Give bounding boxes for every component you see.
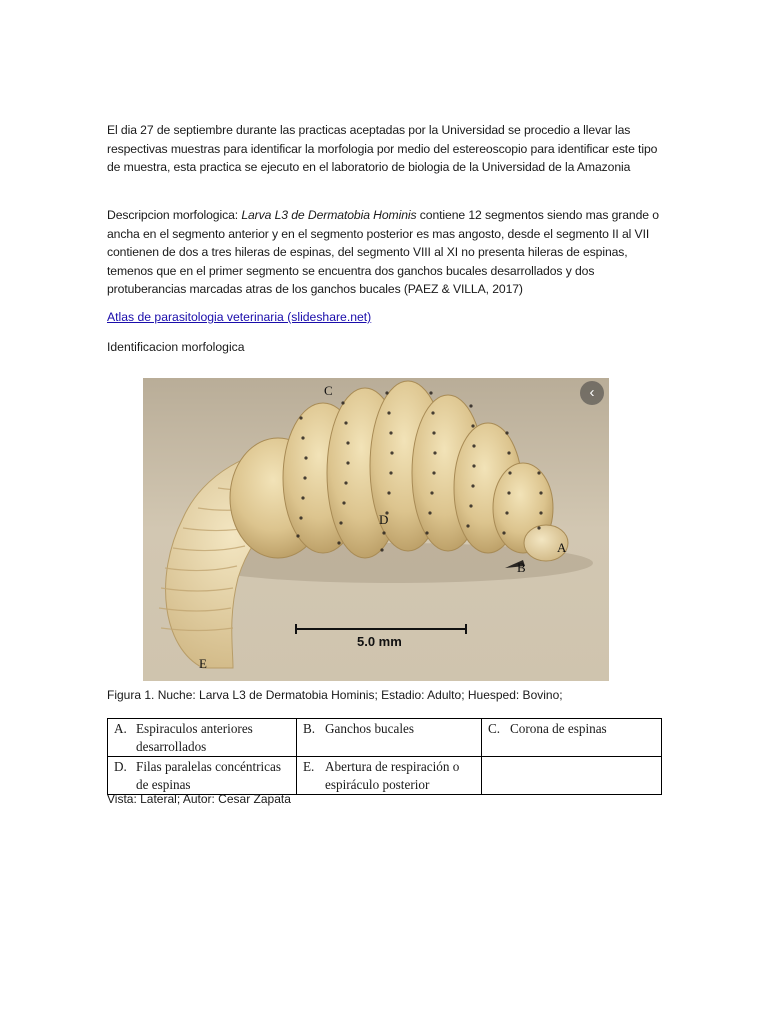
- legend-cell: [108, 757, 297, 795]
- label-e: E: [199, 656, 207, 671]
- legend-letter: C.: [488, 721, 501, 736]
- intro-paragraph: El dia 27 de septiembre durante las practicas aceptadas por la Universidad se procedio a llevar las respectivas muestras para identificar la morfologia por medio del estereoscopio para identificar este tipo de muestra, esta practica se ejecuto en el laboratorio de biologia de la Universidad de la Amazonia: [107, 123, 658, 175]
- description-paragraph: [107, 206, 667, 299]
- legend-text: Espiraculos anteriores desarrollados: [136, 721, 253, 754]
- label-a: A: [557, 540, 567, 555]
- table-row: [108, 719, 662, 757]
- label-d: D: [379, 512, 389, 527]
- legend-text: Abertura de respiración o espiráculo posterior: [325, 759, 460, 792]
- larva-illustration: [143, 378, 609, 681]
- table-row: [108, 757, 662, 795]
- legend-letter: A.: [114, 721, 127, 736]
- legend-cell: [108, 719, 297, 757]
- larva-figure: [143, 378, 609, 681]
- legend-cell: [297, 719, 482, 757]
- label-c: C: [324, 383, 333, 398]
- description-body: contiene 12 segmentos siendo mas grande o ancha en el segmento anterior y en el segmento posterior es mas angosto, desde el segmento II al VII contienen de dos a tres hileras de espinas, del segmento VIII al XI no presenta hileras de espinas, temenos que en el primer segmento se encuentra dos ganchos bucales desarrollados y dos protuberancias marcadas atras de los ganchos bucales (PAEZ & VILLA, 2017): [107, 208, 659, 297]
- description-lead: Descripcion morfologica:: [107, 208, 242, 222]
- atlas-link[interactable]: Atlas de parasitologia veterinaria (slideshare.net): [107, 310, 372, 324]
- legend-text: Filas paralelas concéntricas de espinas: [136, 759, 281, 792]
- vista-author-line: Vista: Lateral; Autor: Cesar Zapata: [107, 792, 291, 806]
- legend-letter: B.: [303, 721, 316, 736]
- legend-table: [107, 718, 662, 795]
- species-name: Larva L3 de Dermatobia Hominis: [241, 208, 417, 222]
- scale-label: 5.0 mm: [357, 634, 402, 649]
- legend-cell: [482, 757, 662, 795]
- figure-caption: Figura 1. Nuche: Larva L3 de Dermatobia Hominis; Estadio: Adulto; Huesped: Bovino;: [107, 688, 563, 702]
- label-b: B: [517, 560, 526, 575]
- section-heading: Identificacion morfologica: [107, 340, 245, 354]
- legend-letter: E.: [303, 759, 315, 774]
- legend-letter: D.: [114, 759, 127, 774]
- legend-text: Corona de espinas: [510, 721, 607, 736]
- legend-cell: [482, 719, 662, 757]
- previous-arrow-icon[interactable]: ‹: [580, 381, 604, 405]
- legend-cell: [297, 757, 482, 795]
- legend-text: Ganchos bucales: [325, 721, 414, 736]
